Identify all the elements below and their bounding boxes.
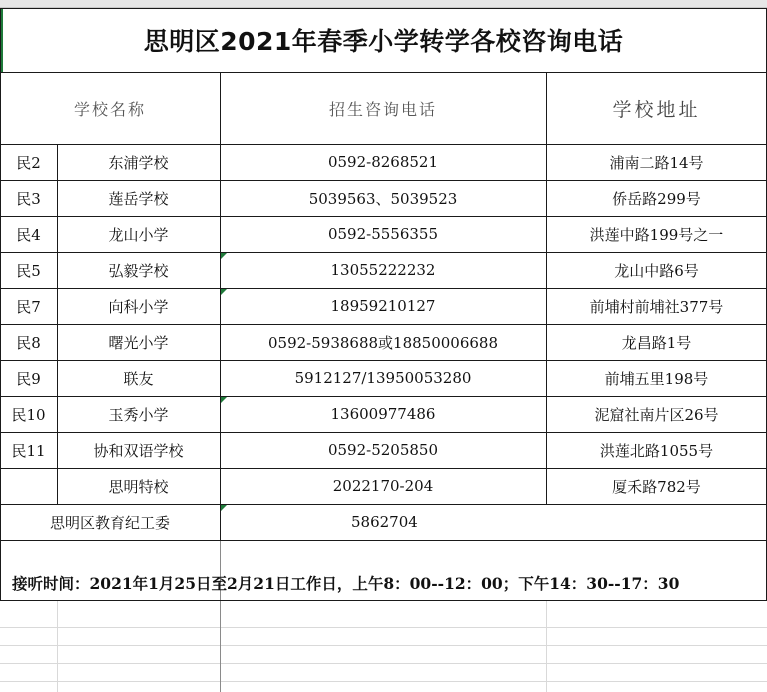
row-code[interactable]: 民8	[16, 333, 41, 352]
border-line	[57, 144, 58, 504]
row-school-name[interactable]: 协和双语学校	[93, 441, 184, 460]
row-school-name[interactable]: 思明特校	[108, 477, 169, 496]
row-school-name[interactable]: 联友	[123, 369, 154, 388]
header-address: 学校地址	[612, 98, 701, 121]
border-line	[0, 432, 767, 433]
gridline	[0, 681, 767, 682]
row-phone[interactable]: 2022170-204	[332, 477, 434, 495]
row-school-name[interactable]: 弘毅学校	[108, 261, 169, 280]
row-phone[interactable]: 13055222232	[330, 261, 436, 279]
gridline	[546, 600, 547, 692]
hours-note: 接听时间：2021年1月25日至2月21日工作日，上午8：00--12：00；下午14：30--17：30	[12, 574, 680, 593]
gridline	[0, 645, 767, 646]
comment-marker-icon	[221, 253, 227, 259]
border-line	[0, 324, 767, 325]
border-line	[0, 72, 767, 73]
row-phone[interactable]: 13600977486	[330, 405, 436, 423]
row-address[interactable]: 厦禾路782号	[612, 477, 701, 496]
row-code[interactable]: 民5	[16, 261, 41, 280]
page-title: 思明区2021年春季小学转学各校咨询电话	[143, 27, 624, 56]
row-phone[interactable]: 0592-5205850	[327, 441, 439, 459]
row-school-name[interactable]: 向科小学	[108, 297, 169, 316]
row-code[interactable]: 民9	[16, 369, 41, 388]
border-line	[0, 252, 767, 253]
border-line	[0, 600, 767, 601]
row-code[interactable]: 民2	[16, 153, 41, 172]
bureau-phone[interactable]: 5862704	[351, 513, 418, 531]
gridline	[57, 600, 58, 692]
border-line	[0, 504, 767, 505]
comment-marker-icon	[221, 505, 227, 511]
border-line	[0, 8, 1, 600]
row-phone[interactable]: 5039563、5039523	[308, 189, 458, 208]
row-school-name[interactable]: 龙山小学	[108, 225, 169, 244]
row-code[interactable]: 民10	[11, 405, 46, 424]
column-header-strip	[0, 0, 767, 8]
row-code[interactable]: 民3	[16, 189, 41, 208]
comment-marker-icon	[221, 289, 227, 295]
gridline	[220, 540, 221, 692]
border-line	[0, 8, 767, 9]
comment-marker-icon	[221, 397, 227, 403]
row-school-name[interactable]: 东浦学校	[108, 153, 169, 172]
row-address[interactable]: 洪莲北路1055号	[599, 441, 714, 460]
border-line	[0, 144, 767, 145]
gridline	[0, 663, 767, 664]
row-code[interactable]: 民7	[16, 297, 41, 316]
border-line	[0, 180, 767, 181]
border-line	[0, 396, 767, 397]
row-code[interactable]: 民4	[16, 225, 41, 244]
row-address[interactable]: 洪莲中路199号之一	[589, 225, 724, 244]
row-address[interactable]: 前埔五里198号	[604, 369, 709, 388]
row-address[interactable]: 浦南二路14号	[609, 153, 704, 172]
row-school-name[interactable]: 玉秀小学	[108, 405, 169, 424]
border-line	[0, 216, 767, 217]
header-school-name: 学校名称	[73, 99, 146, 119]
gridline	[0, 627, 767, 628]
row-address[interactable]: 龙昌路1号	[621, 333, 692, 352]
row-phone[interactable]: 0592-5938688或18850006688	[267, 333, 499, 352]
border-line	[546, 72, 547, 504]
bureau-name[interactable]: 思明区教育纪工委	[49, 513, 170, 532]
row-address[interactable]: 侨岳路299号	[612, 189, 701, 208]
row-address[interactable]: 泥窟社南片区26号	[594, 405, 719, 424]
row-phone[interactable]: 18959210127	[330, 297, 436, 315]
row-school-name[interactable]: 曙光小学	[108, 333, 169, 352]
border-line	[0, 468, 767, 469]
header-phone: 招生咨询电话	[328, 99, 437, 119]
border-line	[0, 288, 767, 289]
row-address[interactable]: 龙山中路6号	[614, 261, 699, 280]
row-school-name[interactable]: 莲岳学校	[108, 189, 169, 208]
row-code[interactable]: 民11	[11, 441, 46, 460]
row-phone[interactable]: 0592-8268521	[327, 153, 439, 171]
border-line	[0, 360, 767, 361]
row-address[interactable]: 前埔村前埔社377号	[589, 297, 724, 316]
border-line	[0, 540, 767, 541]
row-phone[interactable]: 0592-5556355	[327, 225, 439, 243]
border-line	[220, 72, 221, 540]
row-phone[interactable]: 5912127/13950053280	[294, 369, 472, 387]
row-code[interactable]	[0, 468, 57, 504]
